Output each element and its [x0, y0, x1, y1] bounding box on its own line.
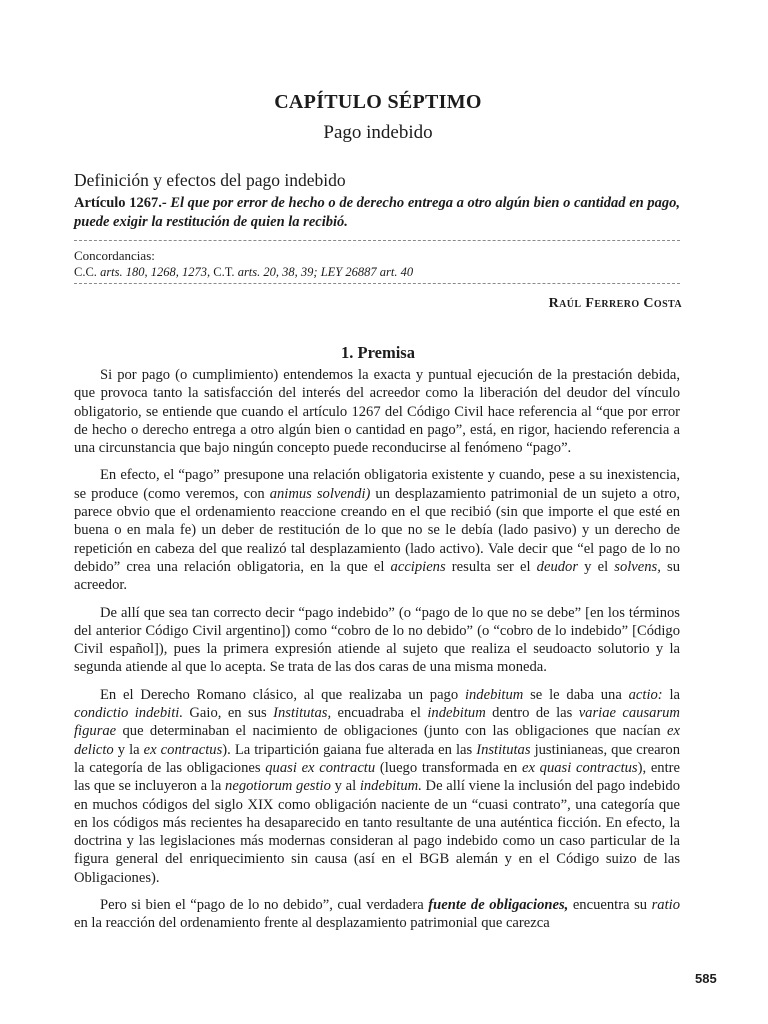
- paragraph-4: [74, 686, 680, 887]
- ref-ley-code: LEY 26887: [320, 265, 377, 279]
- italic-term: condictio indebiti.: [74, 705, 183, 722]
- article-text: [74, 194, 680, 232]
- text-run: (luego transformada en: [375, 759, 523, 776]
- chapter-subtitle: Pago indebido: [323, 122, 433, 143]
- text-run: De allí viene la inclusión del pago indebido en muchos códigos del siglo XIX como obligación naciente de un “cuasi contrato”, una categoría que en los códigos más recientes ha desaparecido en tanto resultante de una auténtica ficción. En efecto, la doctrina y las legislaciones más modernas consideran al pago indebido como un caso particular de la figura general del enriquecimiento sin causa (así en el BGB alemán y en el Código suizo de las Obligaciones).: [74, 778, 680, 886]
- ref-ct-code: C.T.: [213, 265, 235, 279]
- italic-term: ex contractus: [143, 741, 223, 758]
- italic-term: ex delicto: [74, 723, 680, 758]
- page-number: 585: [695, 971, 717, 986]
- italic-term: Institutas: [476, 741, 531, 758]
- text-run: dentro de las: [485, 705, 579, 722]
- chapter-title: CAPÍTULO SÉPTIMO: [274, 91, 482, 113]
- italic-term: ratio: [651, 897, 680, 914]
- italic-term: accipiens: [390, 558, 446, 575]
- text-run: y el: [578, 558, 615, 575]
- book-page: [74, 0, 682, 1024]
- text-run: encuadraba el: [331, 705, 428, 722]
- italic-term: indebitum: [464, 686, 524, 703]
- divider-bottom: [74, 283, 680, 284]
- italic-term: deudor: [536, 558, 579, 575]
- paragraph-5: [74, 896, 680, 933]
- divider-top: [74, 240, 680, 241]
- italic-term: fuente de obligaciones,: [428, 897, 569, 914]
- italic-term: indebitum: [427, 705, 486, 722]
- text-run: y al: [330, 778, 360, 795]
- italic-term: solvens,: [614, 558, 661, 575]
- italic-term: negotiorum gestio: [225, 778, 331, 795]
- ref-ct-arts: arts. 20, 38, 39;: [237, 265, 318, 279]
- article-number: Artículo 1267.-: [74, 195, 167, 211]
- text-run: la: [662, 686, 680, 703]
- italic-term: variae causarum figurae: [74, 705, 680, 740]
- text-run: justinianeas, que crearon la categoría de las obligaciones: [74, 741, 681, 776]
- text-run: Gaio, en sus: [182, 705, 274, 722]
- ref-cc-arts: arts. 180, 1268, 1273,: [100, 265, 211, 279]
- text-run: se le daba una: [523, 686, 629, 703]
- text-run: En efecto, el “pago” presupone una relación obligatoria existente y cuando, pese a su inexistencia, se produce (como veremos, con: [74, 467, 680, 502]
- ref-cc-code: C.C.: [74, 265, 97, 279]
- paragraph-2: [74, 466, 680, 594]
- text-run: que determinaban el nacimiento de obligaciones (junto con las obligaciones que nacían: [116, 723, 668, 740]
- section-heading: 1. Premisa: [341, 343, 415, 362]
- text-run: ), entre las que se incluyeron a la: [74, 759, 680, 795]
- italic-term: Institutas,: [273, 705, 332, 722]
- text-run: un desplazamiento patrimonial de un sujeto a otro, parece obvio que el ordenamiento reaccione creando en el que recibió (sin que importe el que esté en buena o en mala fe) un deber de restitución de lo que no se le debía (lado pasivo) y un derecho de repetición en cabeza del que realizó tal desplazamiento (lado activo). Vale decir que “el pago de lo no debido” crea una relación obligatoria, en la que el: [74, 485, 681, 575]
- italic-term: actio:: [628, 686, 663, 703]
- concordancias-label: Concordancias:: [74, 248, 155, 263]
- paragraph-3: De allí que sea tan correcto decir “pago indebido” (o “pago de lo que no se debe” [en los términos del anterior Código Civil argentino]) como “cobro de lo no debido” (o “cobro de lo indebido” [Código Civil español]), pues la primera expresión atiende al sujeto que realiza el seudoacto solutorio y la segunda atiende al que lo acepta. Se trata de las dos caras de una misma moneda.: [74, 604, 680, 676]
- concordancias-references: [74, 264, 413, 280]
- text-run: y la: [113, 741, 144, 758]
- italic-term: quasi ex contractu: [265, 759, 376, 776]
- body-text: [74, 366, 680, 942]
- text-run: encuentra su: [568, 897, 652, 914]
- section-title: Definición y efectos del pago indebido: [74, 170, 346, 190]
- text-run: resulta ser el: [445, 558, 537, 575]
- italic-term: indebitum.: [359, 778, 422, 795]
- text-run: Pero si bien el “pago de lo no debido”, cual verdadera: [100, 897, 429, 914]
- text-run: ). La tripartición gaiana fue alterada en las: [222, 741, 477, 758]
- italic-term: ex quasi contractus: [522, 759, 638, 776]
- author-name: Raúl Ferrero Costa: [548, 296, 682, 311]
- ref-ley-arts: art. 40: [379, 265, 414, 279]
- italic-term: animus solvendi): [269, 485, 371, 502]
- paragraph-1: Si por pago (o cumplimiento) entendemos la exacta y puntual ejecución de la prestación debida, que provoca tanto la satisfacción del interés del acreedor como la liberación del deudor del vínculo obligatorio, se entiende que cuando el artículo 1267 del Código Civil hace referencia al “que por error de hecho o derecho entrega a otro algún bien o cantidad en pago”, está, en rigor, haciendo referencia a una circunstancia que bajo ningún concepto puede reconducirse al fenómeno “pago”.: [74, 367, 680, 457]
- article-body: El que por error de hecho o de derecho entrega a otro algún bien o cantidad en pago, puede exigir la restitución de quien la recibió.: [74, 195, 681, 230]
- text-run: en la reacción del ordenamiento frente al desplazamiento patrimonial que carezca: [74, 915, 550, 932]
- text-run: su acreedor.: [74, 558, 681, 594]
- text-run: En el Derecho Romano clásico, al que realizaba un pago: [100, 686, 465, 703]
